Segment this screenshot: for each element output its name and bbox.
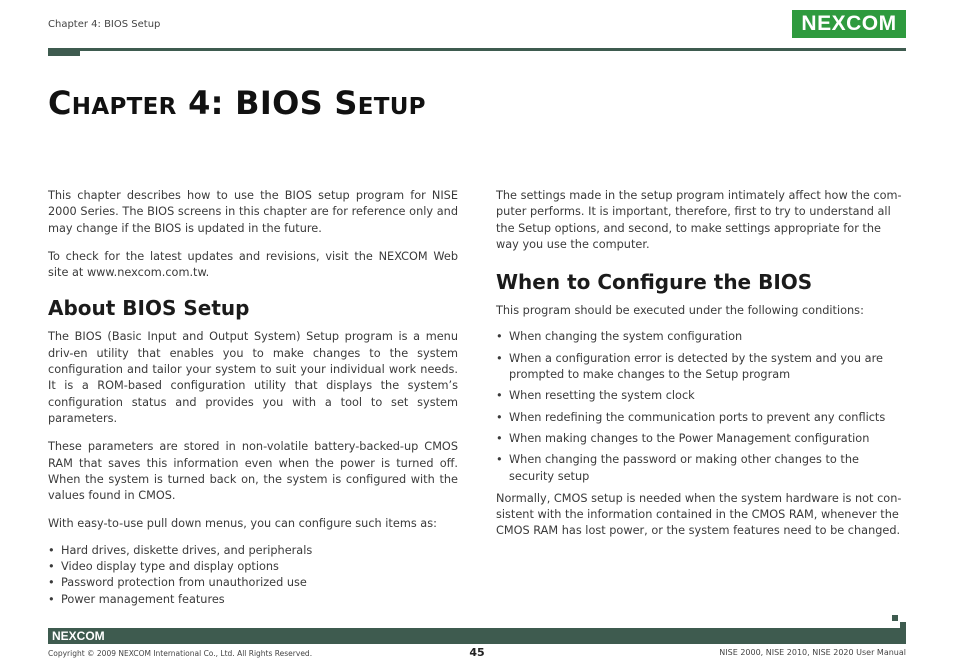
list-item: • When redefining the communication ports to prevent any conflicts <box>496 410 906 426</box>
about-paragraph-2: These parameters are stored in non-volatile battery-backed-up CMOS RAM that saves this information even when the power is turned off. When the system is turned back on, the system is configured with the values found in CMOS. <box>48 440 458 503</box>
header-rule <box>48 48 906 51</box>
running-header: Chapter 4: BIOS Setup <box>48 19 161 30</box>
settings-paragraph: The settings made in the setup program intimately affect how the com-puter performs. It is important, therefore, first to try to understand all the Setup options, and second, to make settings appropriate for the way you use the computer. <box>496 189 902 251</box>
nexcom-logo <box>792 10 906 38</box>
copyright-text: Copyright © 2009 NEXCOM International Co., Ltd. All Rights Reserved. <box>48 649 313 658</box>
conditions-intro: This program should be executed under the following conditions: <box>496 304 864 318</box>
list-item: • When making changes to the Power Management configuration <box>496 431 906 447</box>
configurable-items-list <box>48 543 458 608</box>
about-bios-heading: About BIOS Setup <box>48 296 250 321</box>
intro-paragraph-1: This chapter describes how to use the BIOS setup program for NISE 2000 Series. The BIOS screens in this chapter are for reference only and may change if the BIOS is updated in the future. <box>48 189 458 235</box>
about-paragraph-3: With easy-to-use pull down menus, you can configure such items as: <box>48 517 437 531</box>
chapter-title: CHAPTER 4: BIOS SETUP <box>48 84 426 122</box>
left-column <box>48 188 458 608</box>
list-item: • Power management features <box>48 592 458 608</box>
list-item: • Hard drives, diskette drives, and peripherals <box>48 543 458 559</box>
about-paragraph-1: The BIOS (Basic Input and Output System) Setup program is a menu driv-en utility that enables you to make changes to the system configuration and tailor your system to suit your individual work needs. It is a ROM-based configuration utility that displays the system’s configuration status and provides you with a tool to set system parameters. <box>48 330 458 425</box>
footer-square-icon <box>892 628 906 644</box>
header-rule-block <box>48 48 80 56</box>
list-item: • When changing the password or making other changes to the security setup <box>496 452 906 485</box>
right-column <box>496 188 906 552</box>
conditions-list <box>496 329 906 484</box>
footer-bar <box>48 628 906 644</box>
list-item: • When a configuration error is detected by the system and you are prompted to make changes to the Setup program <box>496 351 906 384</box>
list-item: • When changing the system configuration <box>496 329 906 345</box>
list-item: • Video display type and display options <box>48 559 458 575</box>
page-number: 45 <box>469 646 485 659</box>
list-item: • When resetting the system clock <box>496 388 906 404</box>
footer-square-icon <box>892 615 898 621</box>
list-item: • Password protection from unauthorized use <box>48 575 458 591</box>
manual-title: NISE 2000, NISE 2010, NISE 2020 User Manual <box>719 648 906 657</box>
footer-square-icon <box>900 622 906 628</box>
intro-paragraph-2: To check for the latest updates and revisions, visit the NEXCOM Web site at www.nexcom.com.tw. <box>48 249 458 280</box>
when-to-configure-heading: When to Configure the BIOS <box>496 270 813 295</box>
logo-text: NEXCOM <box>801 12 897 35</box>
closing-paragraph: Normally, CMOS setup is needed when the system hardware is not con-sistent with the information contained in the CMOS RAM, whenever the CMOS RAM has lost power, or the system features need to be changed. <box>496 491 902 538</box>
footer-logo: NEXCOM <box>52 629 105 643</box>
